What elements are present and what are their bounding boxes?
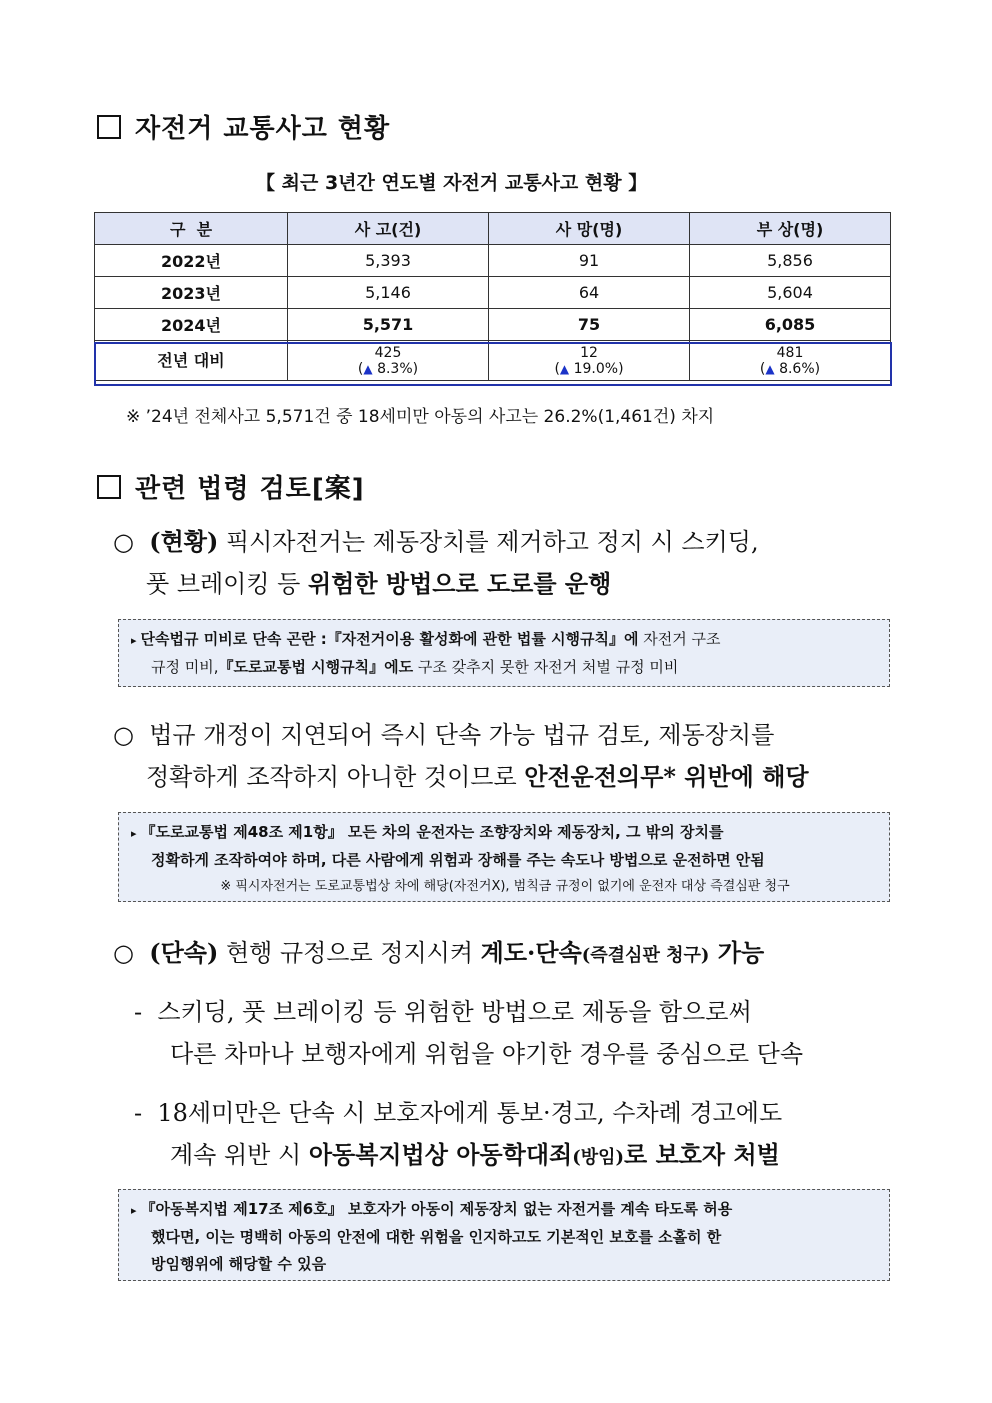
text: 구조 갖추지 못한 자전거 처벌 규정 미비 — [413, 658, 679, 676]
text: 정확하게 조작하지 아니한 것이므로 — [146, 763, 525, 791]
cell-deaths: 64 — [489, 277, 690, 309]
bold-label: (현황) — [149, 527, 219, 556]
box-note: ※ 픽시자전거는 도로교통법상 차에 해당(자전거X), 범칙금 규정이 없기에 운전자 대상 즉결심판 청구 — [220, 879, 790, 894]
bold-label: (단속) — [149, 938, 219, 967]
bold-text: 아동복지법상 아동학대죄 — [308, 1140, 573, 1169]
box-line — [131, 1251, 879, 1278]
bold-text: 『도로교통법 시행규칙』에도 — [218, 658, 414, 676]
section-title-text: 자전거 교통사고 현황 — [135, 114, 391, 144]
paragraph-enforcement — [113, 932, 764, 977]
bold-text: 보호자 처벌 — [655, 1140, 780, 1169]
bold-text: 단속법규 미비로 단속 곤란 :『자전거이용 활성화에 관한 법률 시행규칙』에 — [140, 630, 639, 648]
cell-deaths-diff — [489, 341, 690, 381]
paragraph-line — [134, 991, 803, 1033]
table-row — [95, 245, 891, 277]
paragraph-line — [134, 1092, 782, 1134]
paren: ( — [554, 360, 560, 377]
table-row-diff — [95, 341, 891, 381]
box-line — [131, 847, 879, 874]
text: 규정 미비, — [151, 658, 219, 676]
bold-text: 가능 — [709, 938, 765, 967]
table-row — [95, 277, 891, 309]
section-title-accidents — [97, 108, 390, 145]
dash-bullet: - — [134, 1099, 143, 1127]
text: 18세미만은 단속 시 보호자에게 통보·경고, 수차례 경고에도 — [157, 1099, 783, 1127]
section-title-law-review — [97, 468, 365, 505]
text: 현행 규정으로 정지시켜 — [218, 939, 481, 967]
bullet-circle-icon: ○ — [113, 939, 134, 967]
box-line — [131, 819, 879, 847]
diff-value: 12 — [580, 344, 598, 361]
pct-text: 19.0%) — [573, 360, 624, 377]
paragraph-line — [113, 521, 759, 563]
text: 계속 위반 시 — [170, 1141, 309, 1169]
cell-deaths: 91 — [489, 245, 690, 277]
arrow-right-icon: ▸ — [131, 827, 137, 840]
bold-text: 로 — [624, 1140, 656, 1169]
table-caption: 【 최근 3년간 연도별 자전거 교통사고 현황 】 — [256, 172, 648, 194]
text: 다른 차마나 보행자에게 위험을 야기한 경우를 중심으로 단속 — [170, 1040, 804, 1068]
triangle-up-icon: ▲ — [559, 361, 570, 376]
dash-item-skidding — [134, 991, 803, 1075]
text: 스키딩, 풋 브레이킹 등 위험한 방법으로 제동을 함으로써 — [157, 998, 752, 1026]
checkbox-square-icon — [97, 115, 121, 139]
box-line — [131, 1196, 879, 1224]
text: 픽시자전거는 제동장치를 제거하고 정지 시 스키딩, — [218, 528, 759, 556]
arrow-right-icon: ▸ — [131, 1204, 137, 1217]
triangle-up-icon: ▲ — [363, 361, 373, 376]
paragraph-line — [113, 563, 759, 605]
text: 법규 개정이 지연되어 즉시 단속 가능 법규 검토, 제동장치를 — [149, 721, 775, 749]
row-label: 2024년 — [95, 309, 288, 341]
row-label: 2023년 — [95, 277, 288, 309]
cell-injuries: 5,604 — [690, 277, 891, 309]
small-bold-text: (방임) — [572, 1147, 625, 1168]
section-title-text: 관련 법령 검토 — [135, 474, 312, 504]
bold-text: 위험한 방법으로 도로를 운행 — [308, 569, 612, 598]
text: 했다면, 이는 명백히 아동의 안전에 대한 위험을 인지하고도 기본적인 보호를 소홀히 한 — [151, 1228, 722, 1246]
header-injuries: 부 상(명) — [690, 213, 891, 245]
info-box-traffic-law — [118, 812, 890, 902]
header-accidents: 사 고(건) — [288, 213, 489, 245]
dash-item-minors — [134, 1092, 782, 1179]
cell-accidents-diff — [288, 341, 489, 381]
info-box-regulation — [118, 619, 890, 687]
bullet-circle-icon: ○ — [113, 721, 134, 749]
text: 정확하게 조작하여야 하며, 다른 사람에게 위험과 장해를 주는 속도나 방법으로 운전하면 안됨 — [151, 851, 765, 869]
paragraph-law-review — [113, 714, 809, 798]
box-line — [131, 626, 879, 654]
table-row — [95, 309, 891, 341]
cell-injuries-diff — [690, 341, 891, 381]
text: 『도로교통법 제48조 제1항』 모든 차의 운전자는 조향장치와 제동장치, 그 밖의 장치를 — [140, 823, 724, 841]
bullet-circle-icon: ○ — [113, 528, 134, 556]
text: 『아동복지법 제17조 제6호』 보호자가 아동이 제동장치 없는 자전거를 계속 타도록 허용 — [140, 1200, 733, 1218]
box-line — [131, 1224, 879, 1251]
pct-text: 8.3%) — [377, 360, 419, 377]
diff-percent — [288, 361, 488, 377]
paragraph-line — [113, 756, 809, 798]
paren: ( — [357, 360, 364, 377]
diff-percent — [489, 361, 689, 377]
table-header-row — [95, 213, 891, 245]
arrow-right-icon: ▸ — [131, 634, 137, 647]
paragraph-status — [113, 521, 759, 605]
box-line — [131, 654, 879, 681]
diff-percent — [690, 361, 890, 377]
bold-text: 안전운전의무* 위반에 해당 — [524, 762, 809, 791]
row-label: 2022년 — [95, 245, 288, 277]
dash-bullet: - — [134, 998, 143, 1026]
triangle-up-icon: ▲ — [765, 361, 775, 376]
paragraph-line — [134, 1033, 803, 1075]
section-title-suffix: [案] — [311, 474, 365, 504]
text: 자전거 구조 — [638, 630, 721, 648]
checkbox-square-icon — [97, 475, 121, 499]
diff-value: 425 — [374, 344, 402, 361]
cell-accidents: 5,571 — [288, 309, 489, 341]
cell-injuries: 6,085 — [690, 309, 891, 341]
paren: ( — [759, 360, 766, 377]
paragraph-line — [113, 932, 764, 977]
pct-text: 8.6%) — [779, 360, 821, 377]
text: 방임행위에 해당할 수 있음 — [151, 1255, 327, 1273]
info-box-child-welfare — [118, 1189, 890, 1281]
header-category: 구 분 — [95, 213, 288, 245]
cell-injuries: 5,856 — [690, 245, 891, 277]
stats-table — [94, 212, 891, 381]
diff-value: 481 — [776, 344, 804, 361]
small-bold-text: (즉결심판 청구) — [581, 945, 710, 966]
header-deaths: 사 망(명) — [489, 213, 690, 245]
row-label: 전년 대비 — [95, 341, 288, 381]
cell-deaths: 75 — [489, 309, 690, 341]
bold-text: 계도·단속 — [480, 938, 582, 967]
text: 풋 브레이킹 등 — [146, 570, 308, 598]
cell-accidents: 5,393 — [288, 245, 489, 277]
cell-accidents: 5,146 — [288, 277, 489, 309]
paragraph-line — [134, 1134, 782, 1179]
stats-table-wrapper — [94, 212, 891, 381]
paragraph-line — [113, 714, 809, 756]
table-note: ※ ’24년 전체사고 5,571건 중 18세미만 아동의 사고는 26.2%(1,461건) 차지 — [126, 407, 715, 427]
